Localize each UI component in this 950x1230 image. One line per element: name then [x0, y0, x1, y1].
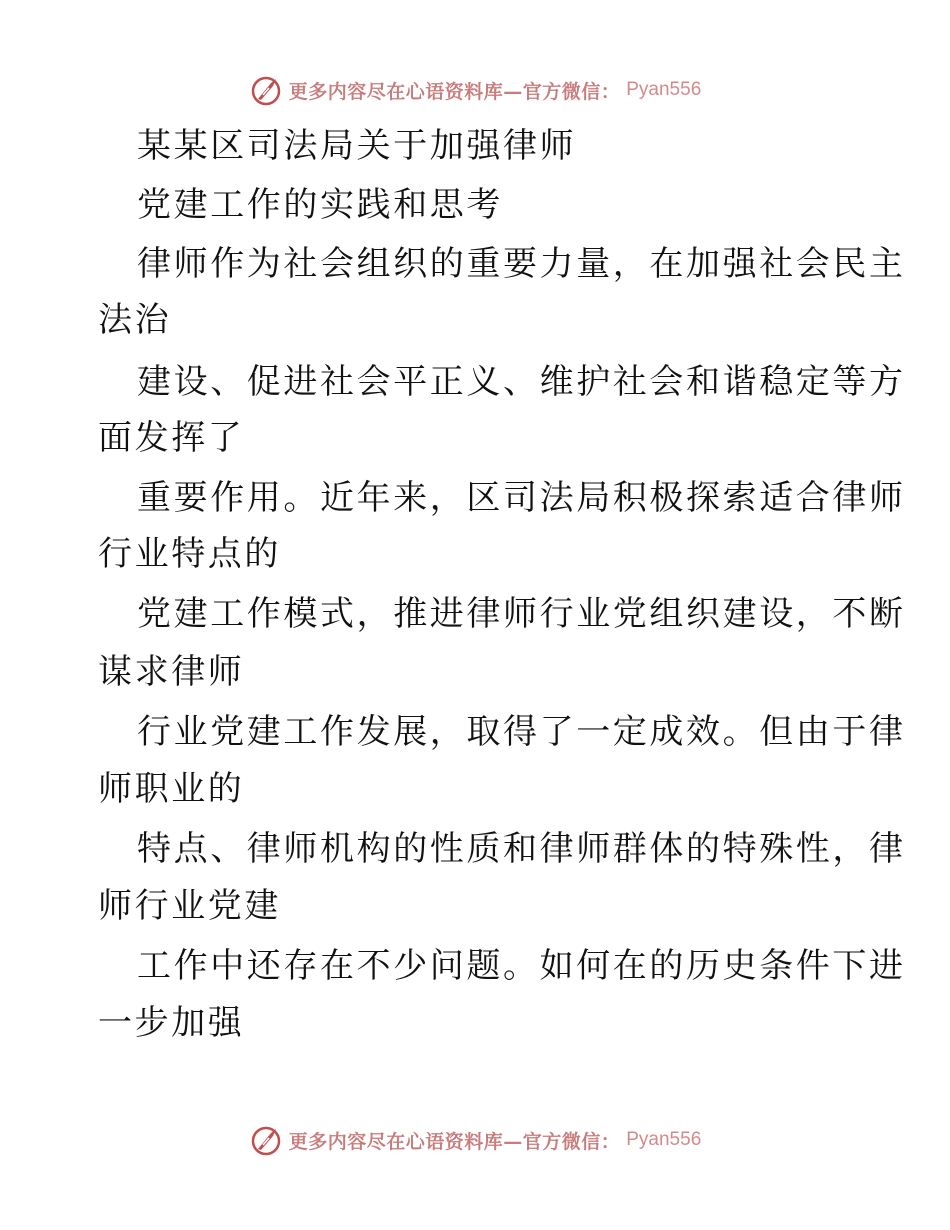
paragraph-line: 谋求律师	[98, 652, 245, 692]
paragraph-line: 行业党建工作发展，取得了一定成效。但由于律	[137, 712, 906, 752]
quill-pen-logo-icon	[249, 1123, 283, 1157]
paragraph-line: 一步加强	[98, 1003, 245, 1043]
watermark-account: Pyan556	[626, 1129, 702, 1150]
watermark-text: 更多内容尽在心语资料库—官方微信：	[288, 1130, 621, 1153]
paragraph-line: 师行业党建	[98, 886, 281, 926]
paragraph-line: 重要作用。近年来，区司法局积极探索适合律师	[137, 478, 906, 518]
paragraph-line: 法治	[98, 300, 172, 340]
document-title-line-1: 某某区司法局关于加强律师	[137, 126, 577, 166]
paragraph-line: 律师作为社会组织的重要力量，在加强社会民主	[137, 244, 906, 284]
watermark-text: 更多内容尽在心语资料库—官方微信：	[288, 80, 621, 103]
document-title-line-2: 党建工作的实践和思考	[137, 185, 503, 225]
paragraph-line: 建设、促进社会平正义、维护社会和谐稳定等方	[137, 362, 906, 402]
paragraph-line: 工作中还存在不少问题。如何在的历史条件下进	[137, 946, 906, 986]
watermark-account: Pyan556	[626, 79, 702, 100]
paragraph-line: 面发挥了	[98, 418, 245, 458]
paragraph-line: 特点、律师机构的性质和律师群体的特殊性，律	[137, 829, 906, 869]
paragraph-line: 行业特点的	[98, 534, 281, 574]
paragraph-line: 党建工作模式，推进律师行业党组织建设，不断	[137, 594, 906, 634]
footer-watermark	[0, 1122, 950, 1158]
paragraph-line: 师职业的	[98, 769, 245, 809]
